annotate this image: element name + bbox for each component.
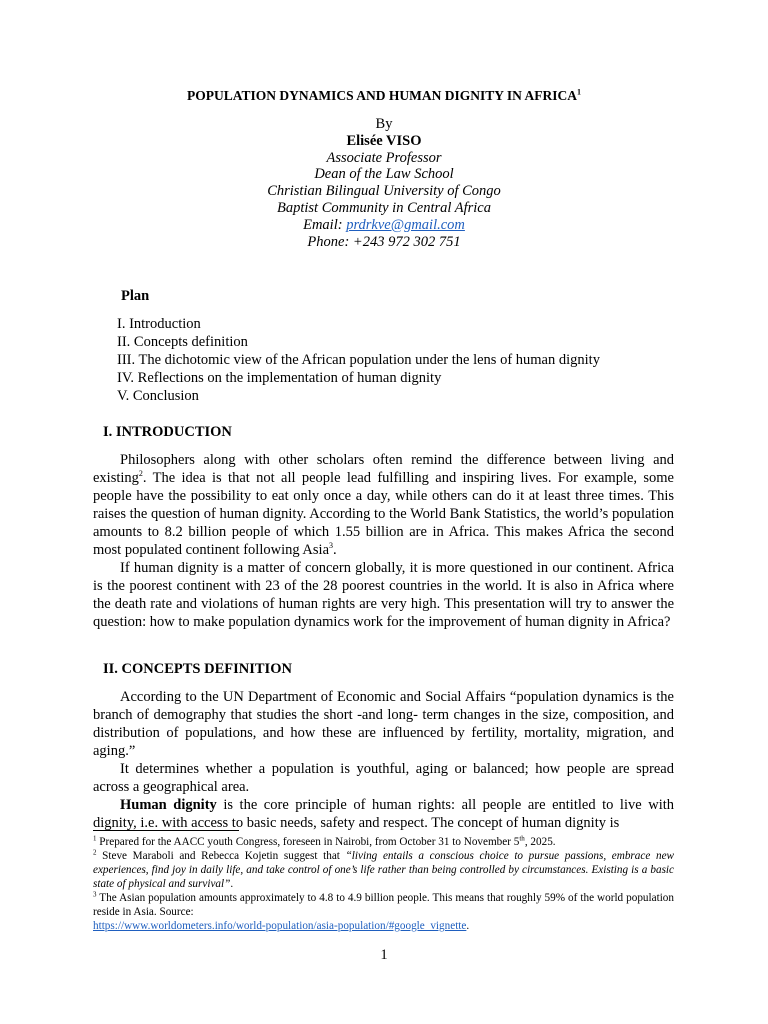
footnote-ref[interactable]: 3: [329, 541, 334, 551]
email-label: Email:: [303, 216, 347, 233]
plan-item: V. Conclusion: [117, 388, 199, 404]
plan-item: II. Concepts definition: [117, 334, 248, 350]
footnote-3: [93, 891, 674, 933]
footnote-ref[interactable]: 1: [577, 87, 581, 97]
plan-item: III. The dichotomic view of the African population under the lens of human dignity: [117, 352, 600, 368]
fn-num: 1: [93, 834, 97, 843]
text: Steve Maraboli and Rebecca Kojetin suggest that: [96, 850, 346, 862]
text: is the core principle of human rights: all people are entitled to live with dignity, i.e. with access to basic needs, safety and respect. The concept of human dignity is: [93, 797, 674, 831]
paragraph: [93, 451, 674, 559]
source-link[interactable]: https://www.worldometers.info/world-population/asia-population/#google_vignette: [93, 920, 467, 932]
paragraph: If human dignity is a matter of concern globally, it is more questioned in our continent. Africa is the poorest continent with 23 of the 28 poorest countries in the world. It is also in Africa where the death rate and violations of human rights are very high. This presentation will try to answer the question: how to make population dynamics work for the improvement of human dignity in Africa?: [93, 560, 674, 630]
title-text: POPULATION DYNAMICS AND HUMAN DIGNITY IN AFRICA: [186, 88, 577, 103]
footnote-ref[interactable]: 2: [138, 469, 143, 479]
author-position: Associate Professor: [326, 149, 442, 166]
section-heading-introduction: I. INTRODUCTION: [103, 424, 232, 440]
paragraph: It determines whether a population is youthful, aging or balanced; how people are spread across a geographical area.: [93, 761, 674, 795]
ordinal: th: [519, 834, 525, 843]
text: .: [333, 542, 337, 558]
text: The Asian population amounts approximately to 4.8 to 4.9 billion people. This means that roughly 59% of the world population reside in Asia. Source:: [93, 892, 674, 918]
fn-num: 3: [93, 890, 97, 899]
footnotes: [93, 835, 674, 933]
footnote-2: [93, 849, 674, 891]
footnote-divider: [93, 830, 239, 831]
author-email: [0, 217, 768, 234]
term-bold: Human dignity: [120, 797, 217, 813]
author-block: [0, 116, 768, 250]
paragraph: According to the UN Department of Economic and Social Affairs “population dynamics is the branch of demography that studies the short -and long- term changes in the size, composition, and distribution of populations, and how these are influenced by fertility, mortality, migration, and aging.”: [93, 689, 674, 759]
quote: “living entails a conscious choice to pursue passions, embrace new experiences, find joy in daily life, and take control of one’s life rather than being controlled by circumstances. Existing is a basic state of physical and survival”: [93, 850, 674, 890]
text: Prepared for the AACC youth Congress, foreseen in Nairobi, from October 31 to November 5: [96, 836, 520, 848]
page-number: 1: [380, 947, 388, 963]
section-heading-concepts: II. CONCEPTS DEFINITION: [103, 661, 292, 677]
plan-heading: Plan: [121, 288, 150, 304]
text: , 2025.: [524, 836, 556, 848]
document-title: [0, 88, 768, 104]
author-role: Dean of the Law School: [314, 166, 454, 183]
author-university: Christian Bilingual University of Congo: [267, 183, 501, 200]
author-name: Elisée VISO: [346, 132, 422, 149]
plan-item: I. Introduction: [117, 316, 201, 332]
author-community: Baptist Community in Central Africa: [276, 199, 491, 216]
author-phone: Phone: +243 972 302 751: [307, 233, 461, 250]
text: Philosophers along with other scholars often remind the difference between living and existing: [93, 452, 674, 486]
text: .: [466, 920, 470, 932]
email-link[interactable]: prdrkve@gmail.com: [346, 216, 465, 233]
plan-list: [117, 315, 600, 405]
concepts-body: [93, 688, 674, 832]
plan-item: IV. Reflections on the implementation of human dignity: [117, 370, 442, 386]
introduction-body: [93, 451, 674, 631]
text: . The idea is that not all people lead fulfilling and inspiring lives. For example, some people have the possibility to eat only once a day, while others can do it at least three times. This raises the question of human dignity. According to the World Bank Statistics, the world’s population amounts to 8.2 billion people of which 1.55 billion are in Africa. This makes Africa the second most populated continent following Asia: [93, 470, 674, 558]
footnote-1: [93, 835, 674, 849]
text: .: [230, 878, 234, 890]
fn-num: 2: [93, 848, 97, 857]
by-line: By: [375, 116, 393, 132]
paragraph: [93, 796, 674, 832]
